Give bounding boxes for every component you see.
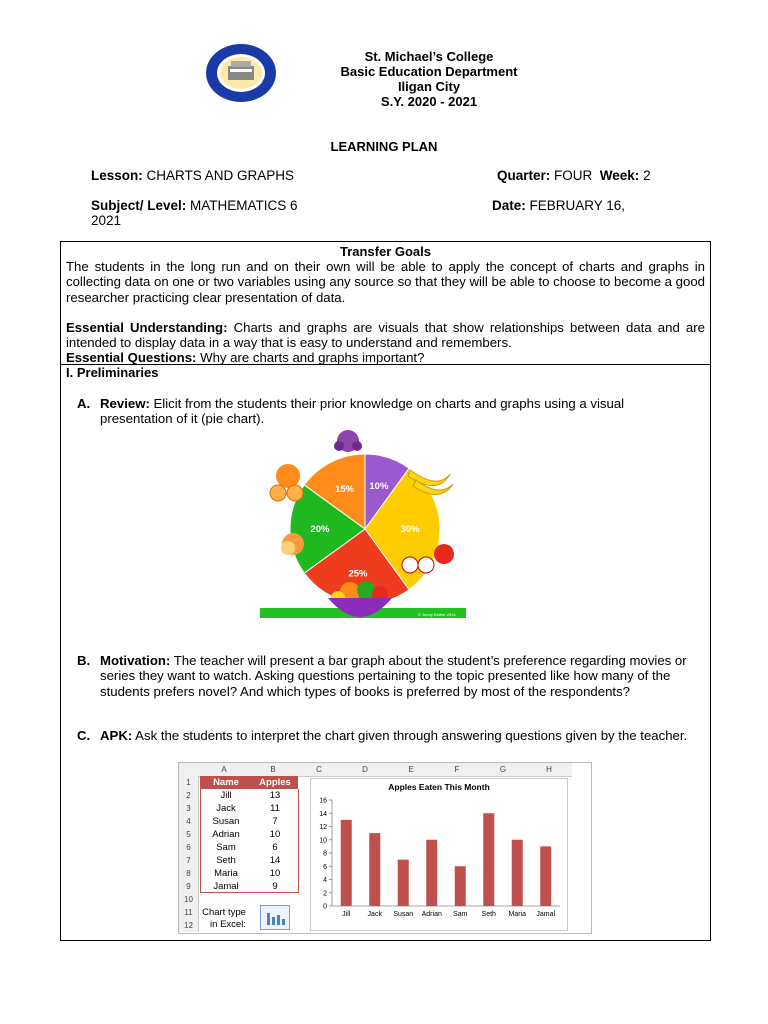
y-tick-label: 2: [323, 890, 327, 898]
y-tick-label: 0: [323, 903, 327, 911]
motivation-label: Motivation:: [100, 653, 171, 668]
bar-chart-title: Apples Eaten This Month: [388, 782, 490, 792]
bar: [426, 840, 437, 906]
department: Basic Education Department: [340, 64, 518, 79]
pie-slice-label: 20%: [310, 524, 330, 535]
bar: [341, 820, 352, 906]
bar: [369, 833, 380, 906]
row-number[interactable]: 7: [179, 854, 199, 867]
pie-slice-label: 30%: [400, 524, 420, 535]
x-tick-label: Seth: [481, 911, 496, 918]
lesson-field: [91, 168, 294, 183]
row-number[interactable]: 6: [179, 841, 199, 854]
preliminaries-heading: I. Preliminaries: [66, 365, 159, 380]
quarter-label: Quarter:: [497, 168, 551, 183]
row-number[interactable]: 11: [179, 906, 199, 919]
column-header[interactable]: A: [198, 763, 250, 777]
cell-name[interactable]: Jack: [216, 803, 236, 814]
column-chart-icon: [260, 905, 290, 930]
peach-icon: [281, 533, 304, 555]
apk-item: [100, 728, 700, 743]
x-tick-label: Jack: [367, 911, 382, 918]
date-field: [492, 198, 625, 213]
y-tick-label: 6: [323, 863, 327, 871]
bar: [398, 860, 409, 906]
column-header[interactable]: E: [388, 763, 434, 777]
pie-credit: © Jenny Eather 2014: [418, 612, 456, 617]
chart-type-label-2: in Excel:: [210, 919, 246, 930]
x-tick-label: Maria: [508, 911, 527, 918]
x-tick-label: Susan: [393, 911, 414, 918]
school-year: S.Y. 2020 - 2021: [380, 94, 478, 109]
eu-text: Charts and graphs are visuals that show relationships between data and are intended to display data in a way that is easy to understand and remembers.: [66, 320, 705, 351]
column-header[interactable]: D: [342, 763, 388, 777]
week-value: 2: [639, 168, 651, 183]
grapes-icon: [334, 430, 362, 452]
eq-label: Essential Questions:: [66, 350, 197, 365]
row-number[interactable]: 4: [179, 815, 199, 828]
excel-screenshot: [178, 762, 592, 934]
col-name-header: Name: [213, 777, 239, 788]
y-tick-label: 16: [319, 797, 327, 805]
row-number[interactable]: 9: [179, 880, 199, 893]
column-header[interactable]: F: [434, 763, 480, 777]
column-header[interactable]: G: [480, 763, 526, 777]
x-tick-label: Jill: [342, 911, 351, 918]
y-tick-label: 8: [323, 850, 327, 858]
apk-label: APK:: [100, 728, 133, 743]
row-number[interactable]: 3: [179, 802, 199, 815]
bar: [512, 840, 523, 906]
row-number[interactable]: 5: [179, 828, 199, 841]
apk-text: Ask the students to interpret the chart given through answering questions given by the teacher.: [132, 728, 688, 743]
date-value: FEBRUARY 16,: [525, 198, 626, 213]
cell-apples[interactable]: 9: [272, 881, 278, 892]
cell-name[interactable]: Seth: [216, 855, 236, 866]
row-number[interactable]: 12: [179, 919, 199, 932]
week-label: Week:: [599, 168, 640, 183]
bar: [455, 866, 466, 906]
lesson-label: Lesson:: [91, 168, 143, 183]
essential-understanding: [66, 320, 705, 351]
cell-name[interactable]: Jamal: [213, 881, 239, 892]
date-label: Date:: [492, 198, 526, 213]
cell-apples[interactable]: 14: [269, 855, 281, 866]
row-number[interactable]: 1: [179, 776, 199, 789]
pie-slice-label: 25%: [348, 568, 368, 580]
cell-name[interactable]: Maria: [214, 868, 238, 879]
bar: [540, 846, 551, 906]
row-number[interactable]: 2: [179, 789, 199, 802]
row-number[interactable]: 8: [179, 867, 199, 880]
orange-icon: [270, 464, 303, 501]
x-tick-label: Adrian: [421, 911, 442, 918]
row-number[interactable]: 10: [179, 893, 199, 906]
review-marker: A.: [77, 396, 91, 411]
doc-title: LEARNING PLAN: [330, 139, 438, 154]
y-tick-label: 12: [319, 824, 327, 831]
cell-apples[interactable]: 13: [269, 790, 281, 801]
pie-slice-label: 15%: [335, 483, 355, 495]
cell-name[interactable]: Sam: [216, 842, 236, 853]
subject-value: MATHEMATICS 6: [186, 198, 298, 213]
review-label: Review:: [100, 396, 150, 411]
cell-name[interactable]: Susan: [212, 816, 240, 827]
y-tick-label: 4: [323, 877, 327, 884]
quarter-field: [497, 168, 651, 183]
x-tick-label: Jamal: [536, 911, 556, 918]
cell-apples[interactable]: 11: [270, 803, 280, 814]
apples-bar-chart: [310, 778, 568, 931]
chart-type-label-1: Chart type: [202, 907, 246, 918]
review-text: Elicit from the students their prior knowledge on charts and graphs using a visual presentation of it (pie chart).: [100, 396, 625, 427]
date-year: 2021: [91, 213, 122, 228]
transfer-heading: Transfer Goals: [339, 244, 432, 259]
motivation-text: The teacher will present a bar graph about the student’s preference regarding movies or series they want to watch. Asking questions pertaining to the topic presented like how many of the students prefers novel? And which types of books is preferred by most of the respondents?: [100, 653, 687, 699]
subject-label: Subject/ Level:: [91, 198, 187, 213]
column-header[interactable]: H: [526, 763, 572, 777]
column-header[interactable]: C: [296, 763, 342, 777]
motivation-marker: B.: [77, 653, 91, 668]
eq-text: Why are charts and graphs important?: [196, 350, 425, 365]
column-header[interactable]: B: [250, 763, 296, 777]
eu-label: Essential Understanding:: [66, 320, 228, 335]
quarter-value: FOUR: [550, 168, 593, 183]
x-tick-label: Sam: [453, 911, 468, 918]
cell-name[interactable]: Jill: [220, 790, 232, 801]
cell-apples[interactable]: 6: [272, 842, 278, 853]
cell-apples[interactable]: 7: [272, 816, 278, 827]
city: Iligan City: [397, 79, 461, 94]
pie-slice-label: 10%: [369, 481, 389, 493]
pie-chart: [258, 426, 470, 631]
col-apples-header: Apples: [259, 777, 291, 788]
cell-apples[interactable]: 10: [269, 868, 281, 879]
apk-marker: C.: [77, 728, 91, 743]
review-item: [100, 396, 670, 427]
lesson-value: CHARTS AND GRAPHS: [142, 168, 295, 183]
subject-field: [91, 198, 298, 213]
cell-apples[interactable]: 10: [269, 829, 281, 840]
y-tick-label: 10: [319, 837, 327, 845]
school-name: St. Michael’s College: [364, 49, 494, 64]
y-tick-label: 14: [319, 810, 327, 818]
transfer-text: The students in the long run and on their own will be able to apply the concept of charts and graphs in collecting data on one or two variables using any source so that they will be able to choose to become a good researcher practicing clear presentation of data.: [66, 259, 705, 305]
motivation-item: [100, 653, 705, 699]
bar: [483, 813, 494, 906]
cell-name[interactable]: Adrian: [212, 829, 240, 840]
sheet-corner: [179, 763, 198, 777]
